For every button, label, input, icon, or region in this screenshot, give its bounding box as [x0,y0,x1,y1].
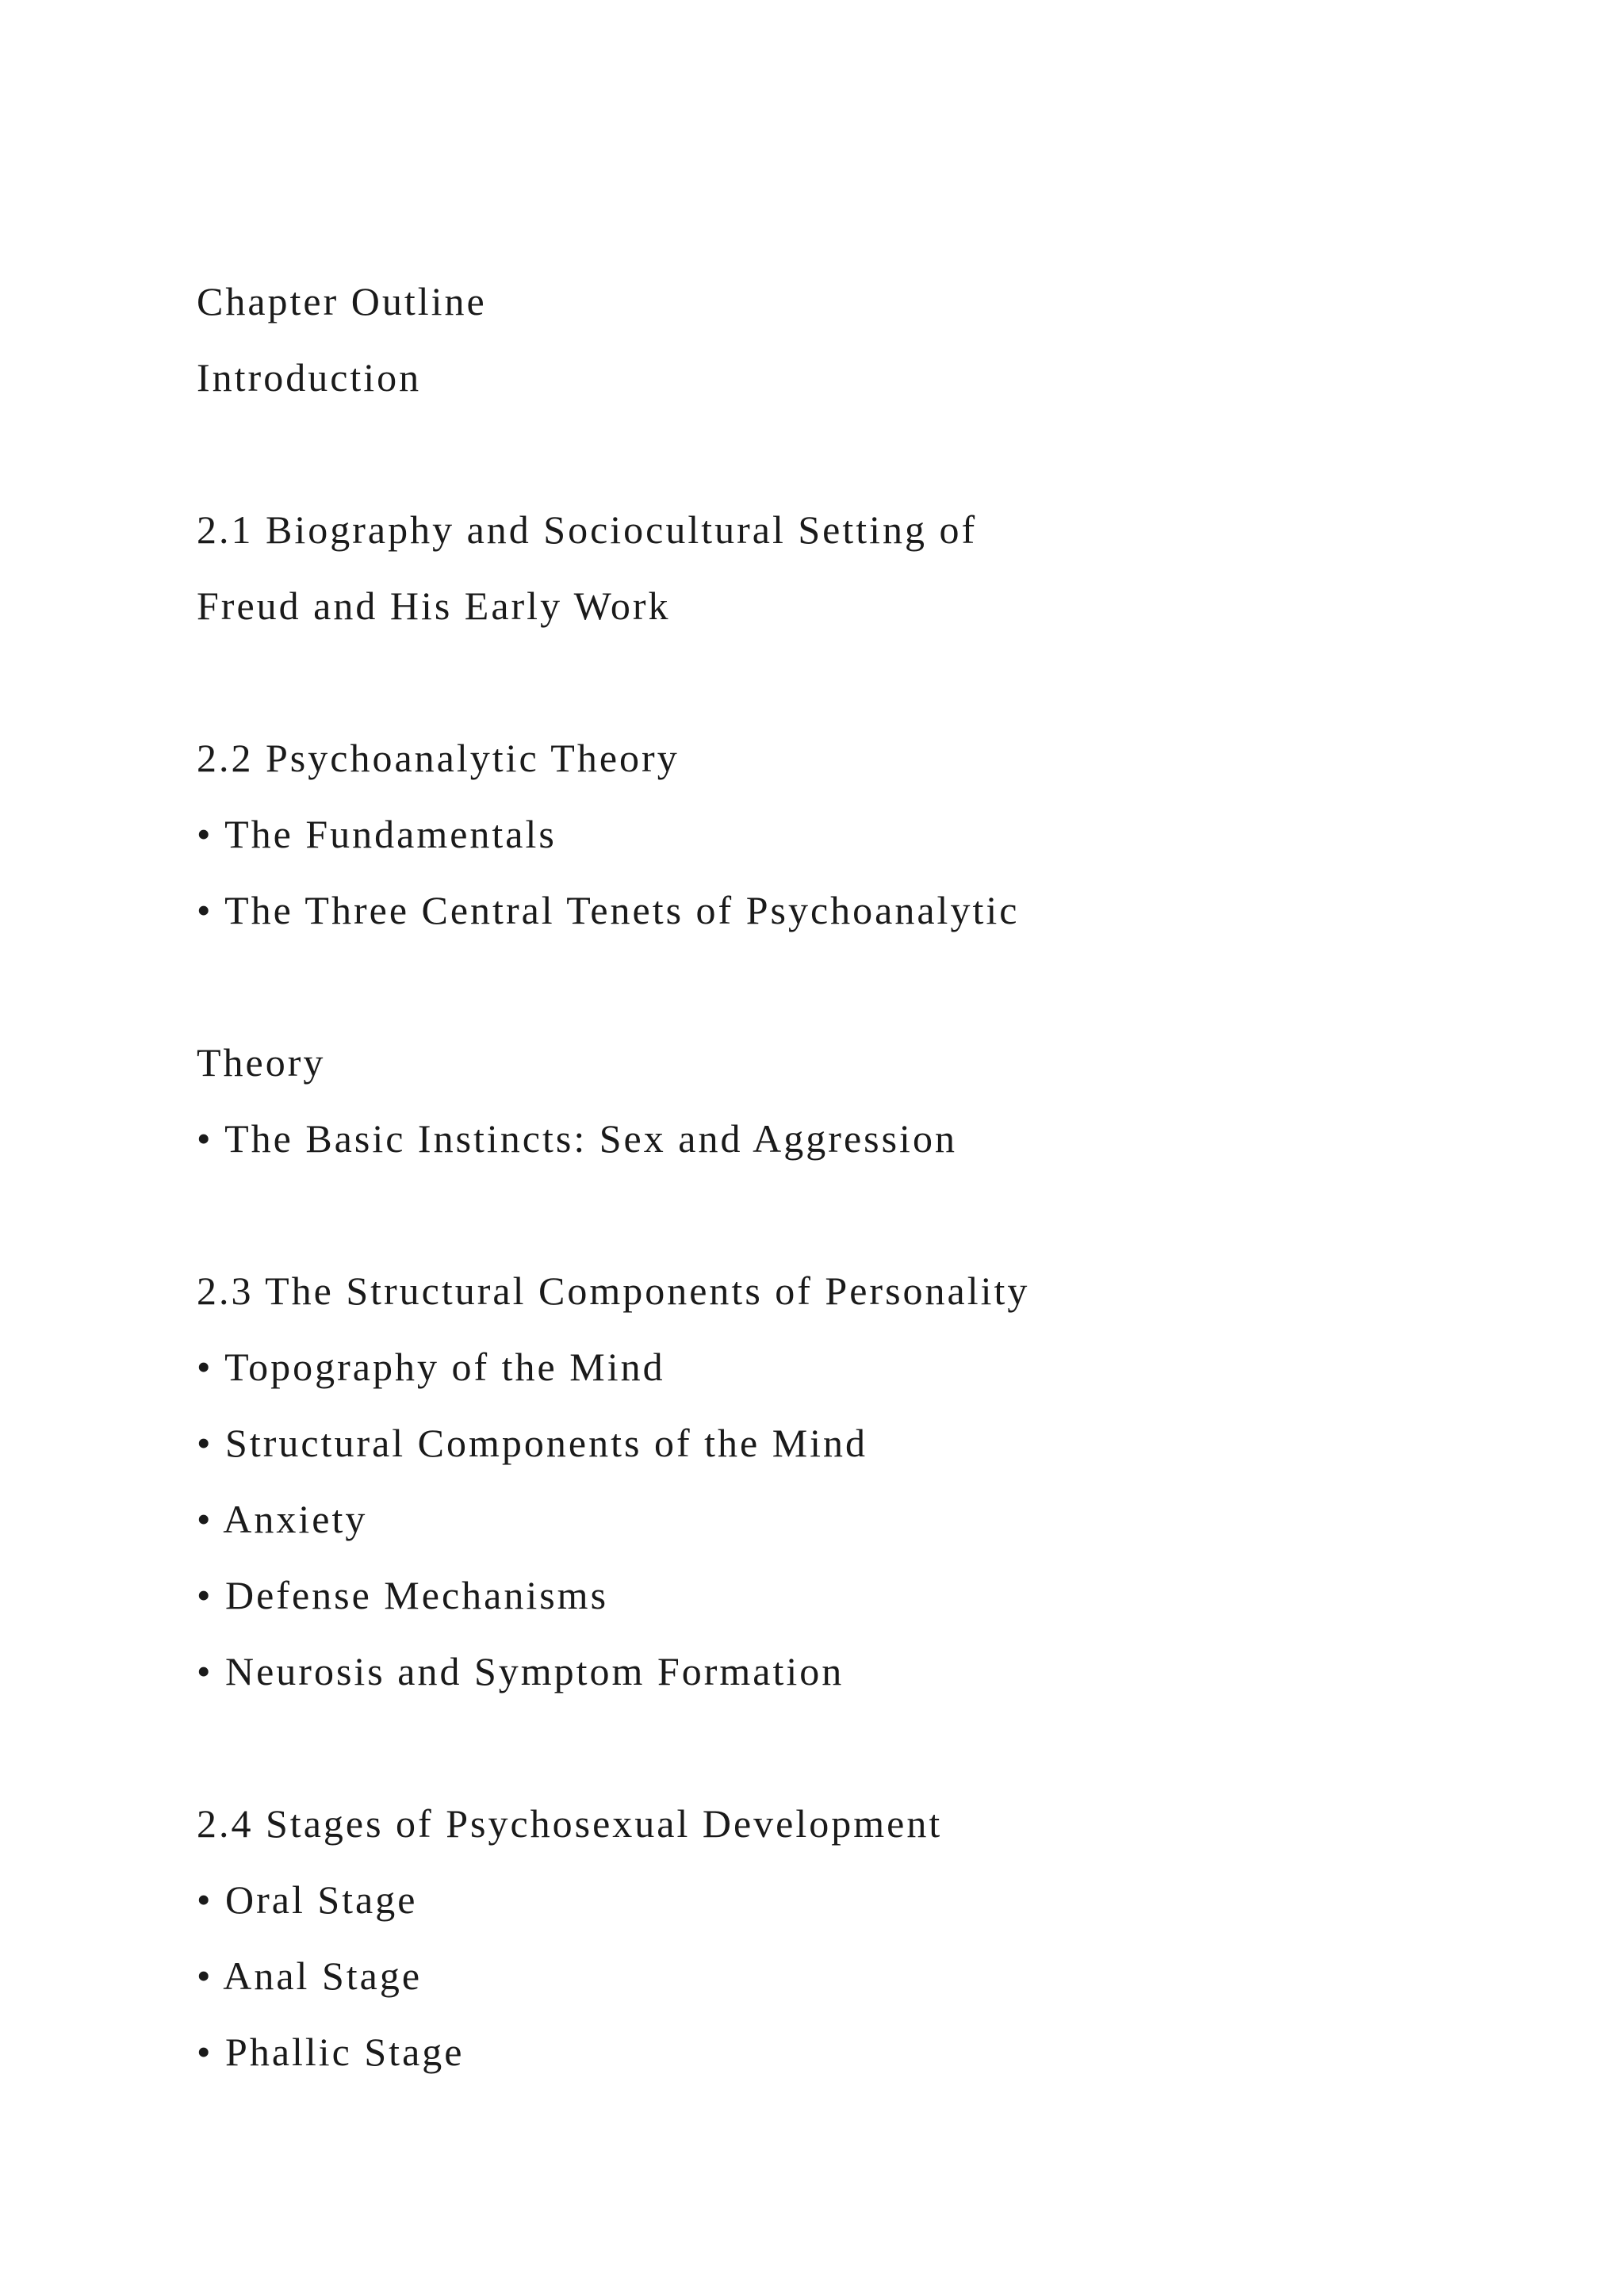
bullet-item: • Structural Components of the Mind [197,1421,868,1465]
bullet-item-continued: Theory [197,1040,326,1085]
bullet-item: • The Three Central Tenets of Psychoanalytic [197,888,1020,932]
bullet-item: • Neurosis and Symptom Formation [197,1649,845,1693]
section-heading: 2.4 Stages of Psychosexual Development [197,1801,943,1846]
bullet-item: • Anxiety [197,1497,368,1541]
bullet-item: • Defense Mechanisms [197,1573,609,1617]
outline-line: Introduction [197,355,422,400]
bullet-item: • The Basic Instincts: Sex and Aggression [197,1116,957,1161]
bullet-item: • Anal Stage [197,1954,423,1998]
blank-line [197,422,1545,498]
outline-heading: Chapter Outline [197,279,487,323]
section-heading: 2.2 Psychoanalytic Theory [197,736,680,780]
section-heading: 2.1 Biography and Sociocultural Setting of [197,507,978,552]
blank-line [197,1183,1545,1259]
bullet-item: • The Fundamentals [197,812,557,856]
bullet-item: • Topography of the Mind [197,1345,665,1389]
blank-line [197,1716,1545,1792]
section-heading: 2.3 The Structural Components of Personality [197,1269,1030,1313]
outline-text [197,270,1545,2096]
section-heading-continued: Freud and His Early Work [197,584,671,628]
blank-line [197,650,1545,726]
bullet-item: • Phallic Stage [197,2030,465,2074]
bullet-item: • Oral Stage [197,1877,418,1922]
blank-line [197,955,1545,1031]
